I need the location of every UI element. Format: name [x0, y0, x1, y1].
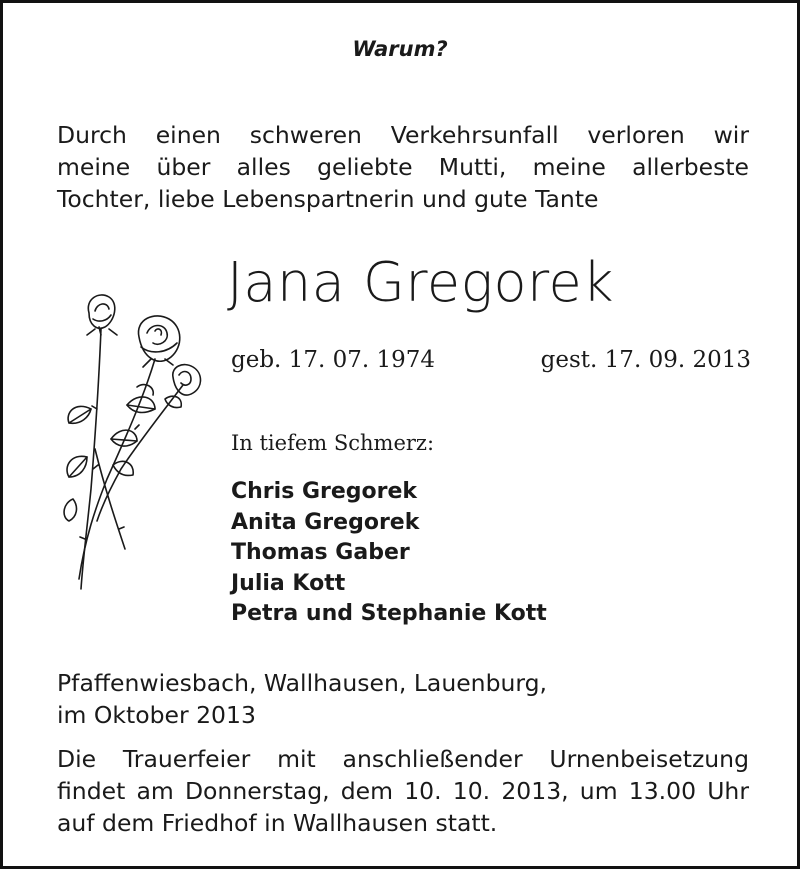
intro-line: Durch einen schweren Verkehrsunfall verloren wir — [57, 121, 749, 149]
place-date — [57, 667, 749, 731]
ceremony-line: Die Trauerfeier mit anschließender Urnenbeisetzung — [57, 745, 749, 773]
death-date: gest. 17. 09. 2013 — [540, 347, 751, 373]
rose-illustration — [55, 289, 215, 609]
grief-label: In tiefem Schmerz: — [231, 431, 435, 455]
life-dates — [231, 347, 751, 373]
birth-date: geb. 17. 07. 1974 — [231, 347, 435, 373]
deceased-name: Jana Gregorek — [227, 251, 615, 314]
intro-line: Tochter, liebe Lebenspartnerin und gute Tante — [57, 185, 599, 213]
intro-line: meine über alles geliebte Mutti, meine allerbeste — [57, 153, 749, 181]
date-line: im Oktober 2013 — [57, 701, 256, 729]
ceremony-paragraph — [57, 743, 749, 839]
intro-paragraph — [57, 119, 749, 215]
mourner-name: Anita Gregorek — [231, 509, 420, 535]
mourner-name: Julia Kott — [231, 570, 346, 596]
mourner-name: Chris Gregorek — [231, 479, 418, 504]
ceremony-line: findet am Donnerstag, dem 10. 10. 2013, um 13.00 Uhr — [57, 777, 749, 805]
mourner-name: Petra und Stephanie Kott — [231, 601, 547, 626]
ceremony-line: auf dem Friedhof in Wallhausen statt. — [57, 809, 498, 837]
mourners-list — [231, 477, 547, 630]
mourner-name: Thomas Gaber — [231, 540, 410, 565]
place-line: Pfaffenwiesbach, Wallhausen, Lauenburg, — [57, 669, 548, 697]
notice-heading: Warum? — [352, 37, 448, 61]
